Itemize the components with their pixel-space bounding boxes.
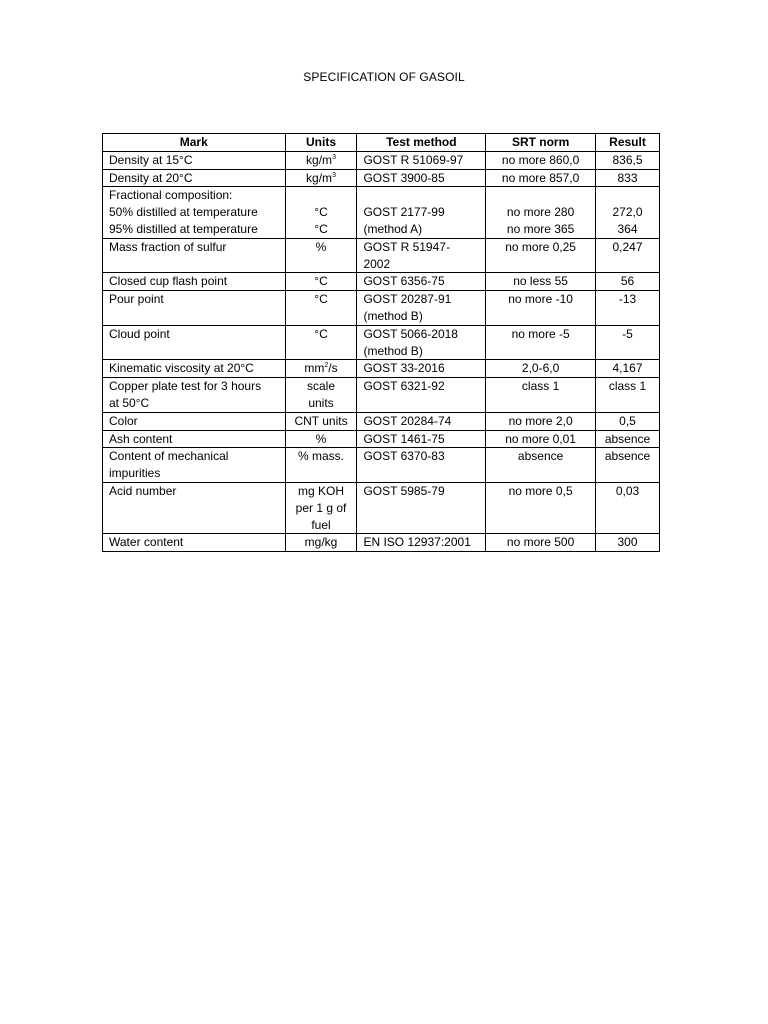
table-row [103, 325, 660, 360]
cell-test-method: GOST 20284-74 [357, 412, 486, 430]
table-row [103, 169, 660, 187]
cell-mark: Content of mechanical impurities [103, 448, 286, 483]
cell-result: 56 [596, 273, 660, 291]
cell-units: °C [285, 325, 357, 360]
cell-result: 272,0 364 [596, 187, 660, 238]
cell-test-method: GOST 6321-92 [357, 378, 486, 413]
table-row [103, 360, 660, 378]
table-row [103, 151, 660, 169]
cell-srt-norm: no more 0,01 [486, 430, 596, 448]
cell-srt-norm: absence [486, 448, 596, 483]
cell-mark: Copper plate test for 3 hours at 50°C [103, 378, 286, 413]
table-row [103, 430, 660, 448]
header-test-method: Test method [357, 134, 486, 152]
cell-units: % [285, 238, 357, 273]
cell-units [285, 360, 357, 378]
cell-units: °C °C [285, 187, 357, 238]
header-mark: Mark [103, 134, 286, 152]
cell-test-method: GOST 1461-75 [357, 430, 486, 448]
cell-test-method: EN ISO 12937:2001 [357, 534, 486, 552]
cell-srt-norm: no more 860,0 [486, 151, 596, 169]
cell-test-method: GOST 20287-91 (method B) [357, 291, 486, 326]
cell-units: CNT units [285, 412, 357, 430]
cell-units [285, 169, 357, 187]
cell-result: 836,5 [596, 151, 660, 169]
cell-units: % mass. [285, 448, 357, 483]
cell-mark: Closed cup flash point [103, 273, 286, 291]
cell-units: mg KOH per 1 g of fuel [285, 482, 357, 533]
cell-units: mg/kg [285, 534, 357, 552]
units-base: kg/m [306, 152, 333, 167]
cell-srt-norm: 2,0-6,0 [486, 360, 596, 378]
table-row [103, 273, 660, 291]
cell-result: 300 [596, 534, 660, 552]
table-row [103, 534, 660, 552]
cell-result: class 1 [596, 378, 660, 413]
cell-units: % [285, 430, 357, 448]
cell-mark: Fractional composition: 50% distilled at temperature 95% distilled at temperature [103, 187, 286, 238]
cell-srt-norm: class 1 [486, 378, 596, 413]
cell-mark: Mass fraction of sulfur [103, 238, 286, 273]
specification-table [102, 133, 660, 552]
cell-mark: Density at 20°C [103, 169, 286, 187]
cell-result: absence [596, 448, 660, 483]
cell-result: 833 [596, 169, 660, 187]
header-result: Result [596, 134, 660, 152]
cell-srt-norm: no more 0,5 [486, 482, 596, 533]
cell-test-method: GOST 6370-83 [357, 448, 486, 483]
units-superscript: 3 [332, 171, 336, 179]
cell-mark: Color [103, 412, 286, 430]
cell-units: °C [285, 291, 357, 326]
cell-test-method: GOST 3900-85 [357, 169, 486, 187]
table-header-row [103, 134, 660, 152]
table-row [103, 291, 660, 326]
cell-test-method: GOST 6356-75 [357, 273, 486, 291]
cell-srt-norm: no more 2,0 [486, 412, 596, 430]
cell-mark: Acid number [103, 482, 286, 533]
cell-test-method: GOST 5066-2018 (method B) [357, 325, 486, 360]
cell-result: -5 [596, 325, 660, 360]
cell-result: 4,167 [596, 360, 660, 378]
cell-result: 0,5 [596, 412, 660, 430]
cell-result: 0,247 [596, 238, 660, 273]
cell-srt-norm: no less 55 [486, 273, 596, 291]
table-row [103, 448, 660, 483]
cell-srt-norm: no more -10 [486, 291, 596, 326]
cell-mark: Cloud point [103, 325, 286, 360]
table-row [103, 378, 660, 413]
cell-result: 0,03 [596, 482, 660, 533]
cell-units: °C [285, 273, 357, 291]
document-title: SPECIFICATION OF GASOIL [303, 70, 465, 84]
cell-test-method: GOST R 51947- 2002 [357, 238, 486, 273]
header-srt-norm: SRT norm [486, 134, 596, 152]
units-superscript: 3 [332, 153, 336, 161]
units-superscript: 2 [324, 362, 329, 370]
cell-test-method: GOST R 51069-97 [357, 151, 486, 169]
cell-mark: Density at 15°C [103, 151, 286, 169]
cell-result: absence [596, 430, 660, 448]
cell-units: scale units [285, 378, 357, 413]
table-row [103, 482, 660, 533]
cell-units [285, 151, 357, 169]
units-base: kg/m [306, 170, 333, 185]
cell-test-method: GOST 2177-99 (method A) [357, 187, 486, 238]
header-units: Units [285, 134, 357, 152]
cell-mark: Water content [103, 534, 286, 552]
cell-srt-norm: no more 0,25 [486, 238, 596, 273]
cell-test-method: GOST 33-2016 [357, 360, 486, 378]
cell-mark: Kinematic viscosity at 20°C [103, 360, 286, 378]
cell-srt-norm: no more 857,0 [486, 169, 596, 187]
table-row [103, 412, 660, 430]
units-suffix: /s [328, 361, 338, 376]
table-row [103, 187, 660, 238]
cell-result: -13 [596, 291, 660, 326]
units-base: mm [304, 361, 325, 376]
cell-srt-norm: no more 280 no more 365 [486, 187, 596, 238]
cell-mark: Pour point [103, 291, 286, 326]
cell-mark: Ash content [103, 430, 286, 448]
cell-srt-norm: no more 500 [486, 534, 596, 552]
cell-srt-norm: no more -5 [486, 325, 596, 360]
cell-test-method: GOST 5985-79 [357, 482, 486, 533]
table-row [103, 238, 660, 273]
